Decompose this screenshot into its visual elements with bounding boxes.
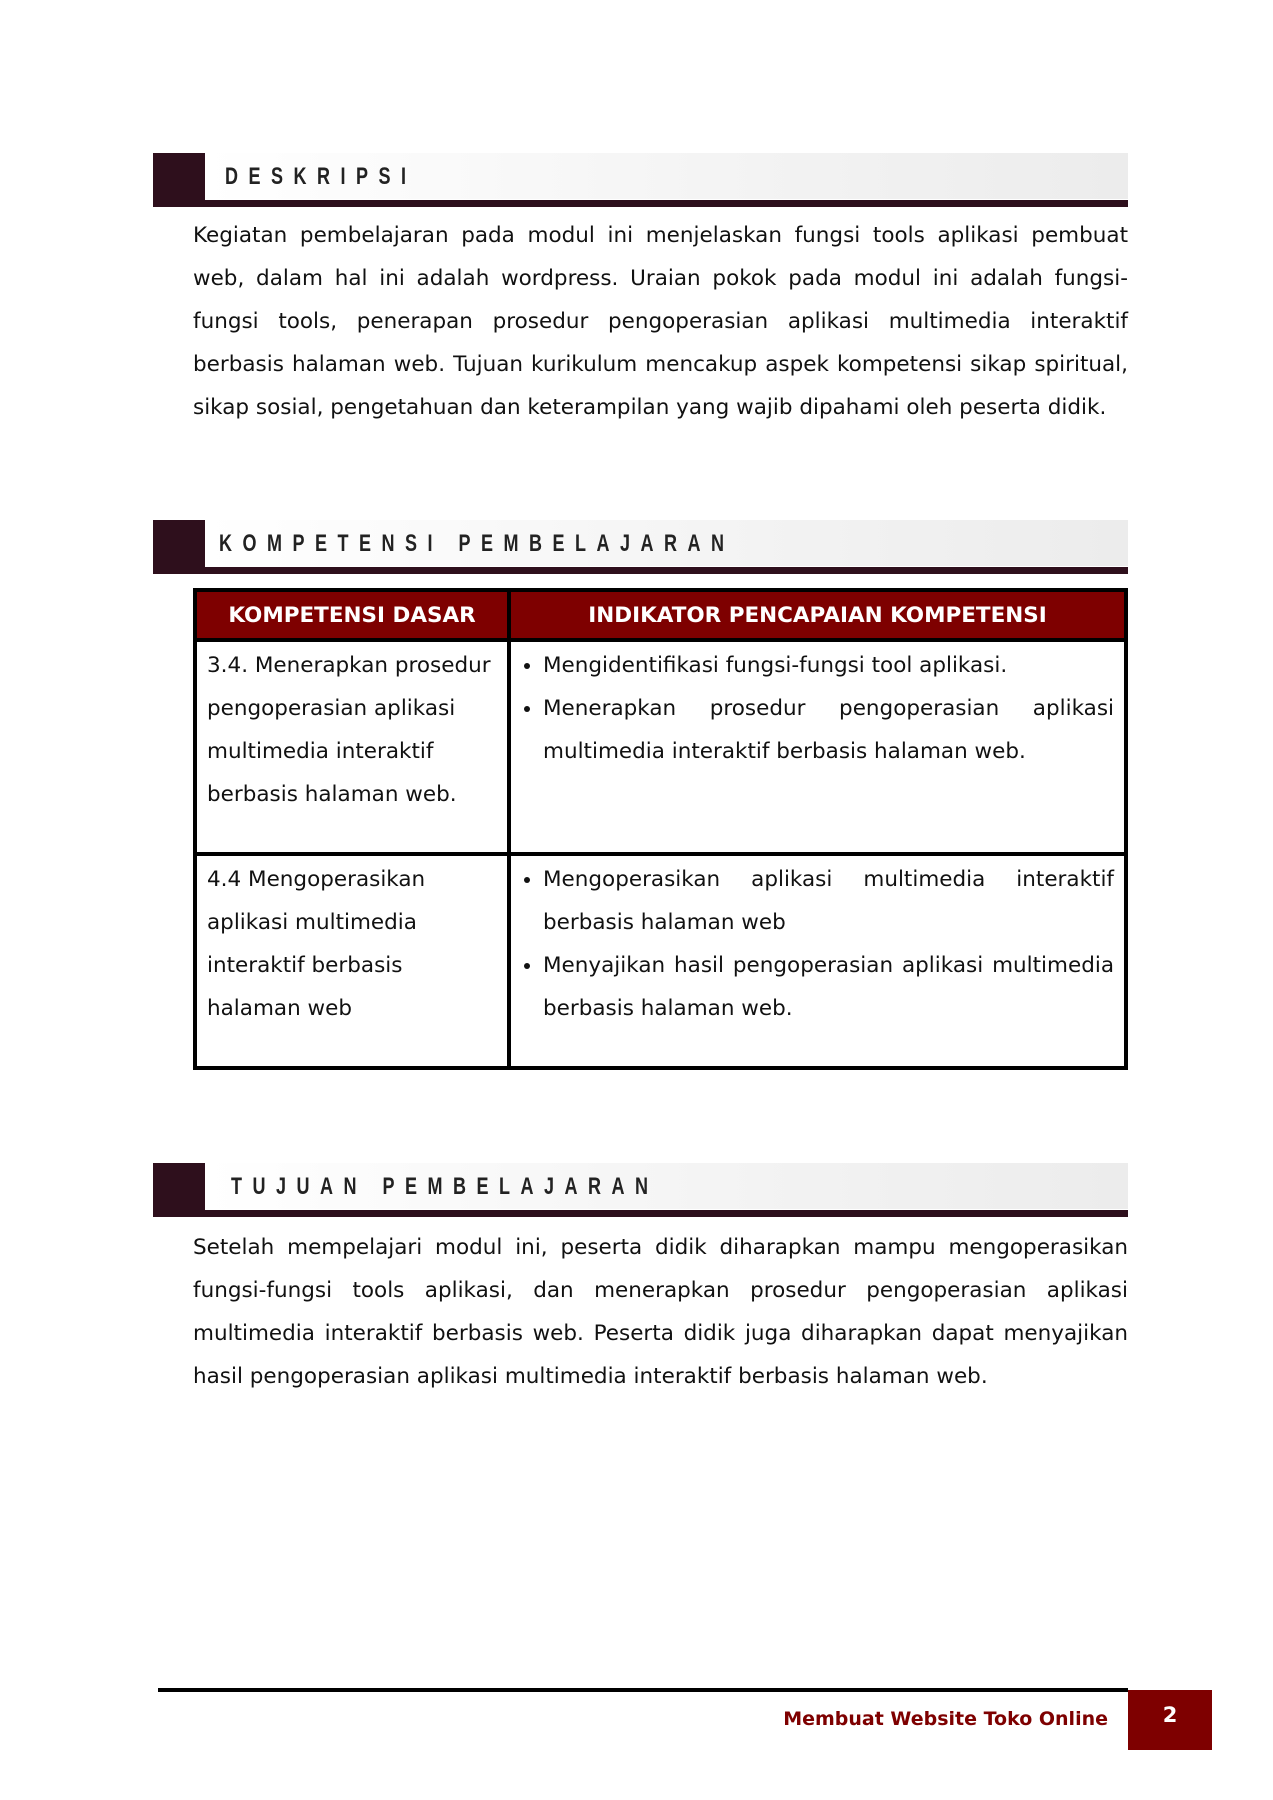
column-header: INDIKATOR PENCAPAIAN KOMPETENSI [509,590,1126,640]
table-header-row [195,590,1126,640]
section-title: DESKRIPSI [225,163,417,190]
section-header-deskripsi [153,153,1128,207]
competency-table [193,588,1128,1070]
footer-rule [158,1688,1128,1692]
header-rule [205,567,1128,574]
section-header-tujuan [153,1163,1128,1217]
kd-cell: 4.4 Mengoperasikan aplikasi multimedia interaktif berbasis halaman web [195,854,509,1068]
tujuan-paragraph: Setelah mempelajari modul ini, peserta didik diharapkan mampu mengoperasikan fungsi-fungsi tools aplikasi, dan menerapkan prosedur pengoperasian aplikasi multimedia interaktif berbasis web. Peserta didik juga diharapkan dapat menyajikan hasil pengoperasian aplikasi multimedia interaktif berbasis halaman web. [193,1235,1128,1389]
indicator-cell [509,640,1126,854]
indicator-item: • Mengidentifikasi fungsi-fungsi tool aplikasi. [543,644,1114,687]
header-block [153,520,205,574]
header-rule [205,200,1128,207]
indicator-cell [509,854,1126,1068]
section-header-kompetensi [153,520,1128,574]
deskripsi-paragraph: Kegiatan pembelajaran pada modul ini menjelaskan fungsi tools aplikasi pembuat web, dalam hal ini adalah wordpress. Uraian pokok pada modul ini adalah fungsi-fungsi tools, penerapan prosedur pengoperasian aplikasi multimedia interaktif berbasis halaman web. Tujuan kurikulum mencakup aspek kompetensi sikap spiritual, sikap sosial, pengetahuan dan keterampilan yang wajib dipahami oleh peserta didik. [193,223,1128,420]
header-rule [205,1210,1128,1217]
table-row [195,640,1126,854]
indicator-item: • Menyajikan hasil pengoperasian aplikasi multimedia berbasis halaman web. [543,944,1114,1030]
kd-cell: 3.4. Menerapkan prosedur pengoperasian aplikasi multimedia interaktif berbasis halaman web. [195,640,509,854]
header-block [153,1163,205,1217]
table-row [195,854,1126,1068]
page-number: 2 [1128,1690,1212,1750]
section-title: TUJUAN PEMBELAJARAN [231,1173,659,1200]
section-title: KOMPETENSI PEMBELAJARAN [219,530,735,557]
indicator-item: • Menerapkan prosedur pengoperasian aplikasi multimedia interaktif berbasis halaman web. [543,687,1114,773]
footer-title: Membuat Website Toko Online [783,1708,1108,1730]
column-header: KOMPETENSI DASAR [195,590,509,640]
header-block [153,153,205,207]
indicator-item: • Mengoperasikan aplikasi multimedia interaktif berbasis halaman web [543,858,1114,944]
